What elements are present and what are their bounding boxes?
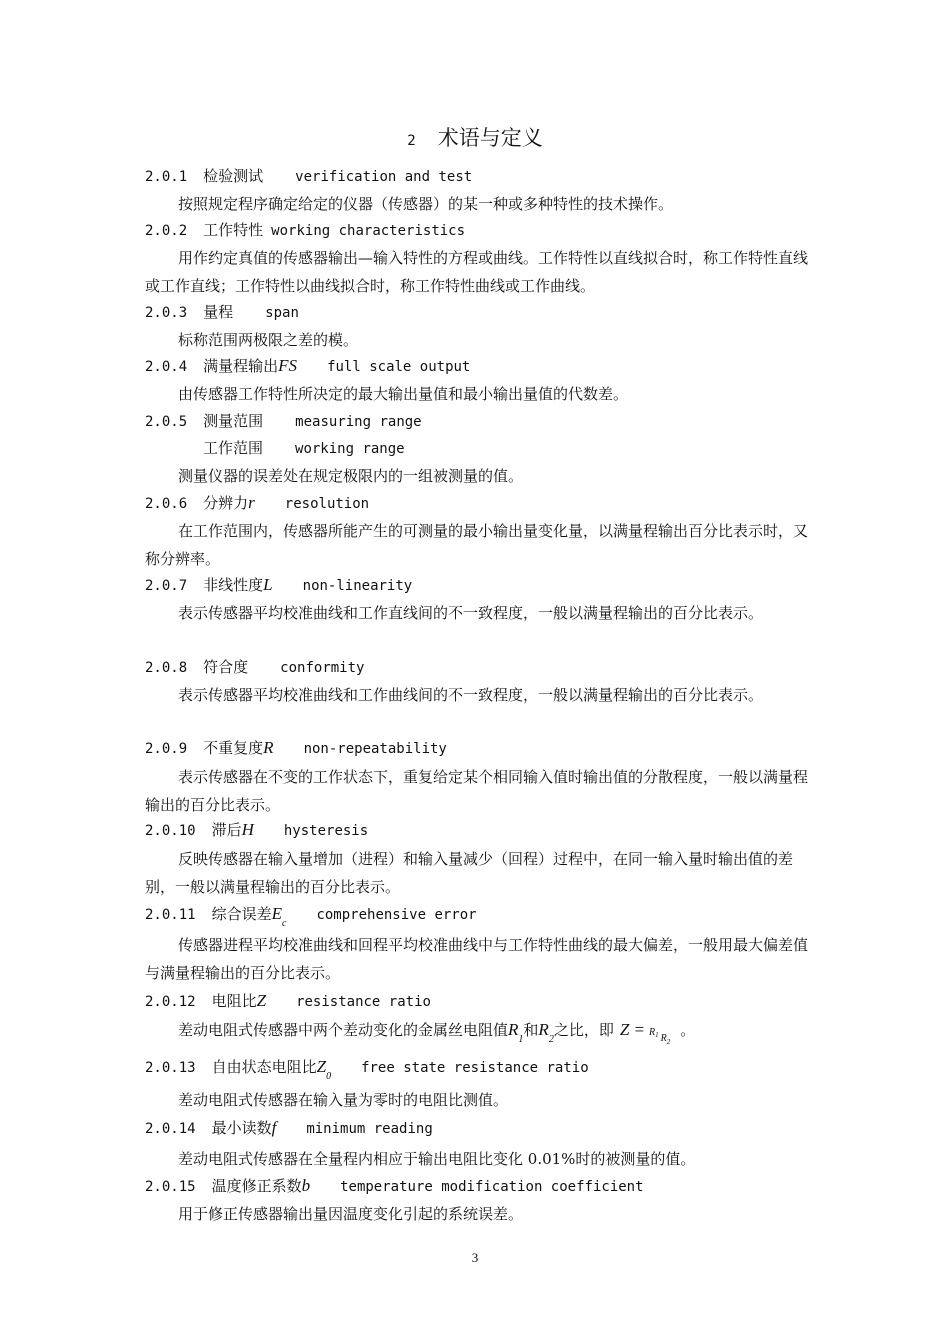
term-heading: 2.0.3 量程 span xyxy=(145,303,299,321)
symbol: Z xyxy=(256,991,267,1010)
term-definition: 差动电阻式传感器在全量程内相应于输出电阻比变化 0.01%时的被测量的值。 xyxy=(178,1150,696,1168)
term-heading: 2.0.2 工作特性 working characteristics xyxy=(145,221,466,239)
term-heading: 2.0.13 自由状态电阻比$Z_0free$ state resistance ratio xyxy=(145,1057,589,1082)
term-definition: 传感器进程平均校准曲线和回程平均校准曲线中与工作特性曲线的最大偏差，一般用最大偏差值与满量程输出的百分比表示。 xyxy=(145,936,809,982)
page-number: 3 xyxy=(471,1250,479,1265)
section-title xyxy=(0,122,950,152)
term-heading: 2.0.9 不重复度R non-repeatability xyxy=(145,738,447,757)
symbol: H xyxy=(241,820,254,839)
symbol: f xyxy=(271,1118,277,1137)
term-heading: 2.0.10 滞后H hysteresis xyxy=(145,820,369,839)
term-heading: 2.0.12 电阻比Z resistance ratio xyxy=(145,991,431,1010)
term-definition: 表示传感器平均校准曲线和工作直线间的不一致程度，一般以满量程输出的百分比表示。 xyxy=(178,604,764,622)
term-definition: 反映传感器在输入量增加（进程）和输入量减少（回程）过程中，在同一输入量时输出值的差别，一般以满量程输出的百分比表示。 xyxy=(145,850,794,896)
term-heading: 2.0.4 满量程输出FS full scale output xyxy=(145,356,471,375)
term-heading: 2.0.7 非线性度L non-linearity xyxy=(145,575,413,594)
term-definition: 用于修正传感器输出量因温度变化引起的系统误差。 xyxy=(178,1205,524,1223)
term-definition: 测量仪器的误差处在规定极限内的一组被测量的值。 xyxy=(178,467,524,485)
term-heading-alt: 工作范围 working range xyxy=(203,439,405,457)
term-heading: 2.0.11 综合误差$E_ccomprehensive$ error xyxy=(145,904,477,929)
term-definition: 由传感器工作特性所决定的最大输出量值和最小输出量值的代数差。 xyxy=(178,385,629,403)
symbol: b xyxy=(301,1176,311,1195)
symbol: r xyxy=(248,493,255,512)
equation: Z = xyxy=(619,1020,646,1039)
symbol: L xyxy=(263,575,273,594)
term-definition: 在工作范围内，传感器所能产生的可测量的最小输出量变化量，以满量程输出百分比表示时，又称分辨率。 xyxy=(145,522,809,568)
section-title-text: 术语与定义 xyxy=(437,126,543,150)
term-definition: 标称范围两极限之差的模。 xyxy=(178,331,359,349)
term-heading: 2.0.8 符合度 conformity xyxy=(145,658,365,676)
term-heading: 2.0.15 温度修正系数b temperature modification coefficient xyxy=(145,1176,644,1195)
subscript: 0 xyxy=(326,1071,332,1082)
term-definition: 差动电阻式传感器中两个差动变化的金属丝电阻值$R_1$和$R_2$之比，即 Z = R1 $_{R2}$。 xyxy=(178,1020,696,1046)
term-definition: 用作约定真值的传感器输出—输入特性的方程或曲线。工作特性以直线拟合时，称工作特性直线或工作直线；工作特性以曲线拟合时，称工作特性曲线或工作曲线。 xyxy=(145,249,809,295)
symbol: Z xyxy=(316,1057,327,1076)
symbol: R xyxy=(263,738,274,757)
term-heading: 2.0.6 分辨力r resolution xyxy=(145,493,370,512)
symbol: E xyxy=(271,904,282,923)
term-definition: 表示传感器平均校准曲线和工作曲线间的不一致程度，一般以满量程输出的百分比表示。 xyxy=(178,686,764,704)
symbol: FS xyxy=(278,356,298,375)
section-number: 2 xyxy=(407,133,416,149)
term-definition: 差动电阻式传感器在输入量为零时的电阻比测值。 xyxy=(178,1091,509,1109)
term-definition: 按照规定程序确定给定的仪器（传感器）的某一种或多种特性的技术操作。 xyxy=(178,195,674,213)
term-definition: 表示传感器在不变的工作状态下，重复给定某个相同输入值时输出值的分散程度，一般以满量程输出的百分比表示。 xyxy=(145,768,809,814)
subscript: c xyxy=(281,918,287,929)
term-heading: 2.0.5 测量范围 measuring range xyxy=(145,412,422,430)
term-heading: 2.0.1 检验测试 verification and test xyxy=(145,167,473,185)
term-heading: 2.0.14 最小读数f minimum reading xyxy=(145,1118,433,1137)
